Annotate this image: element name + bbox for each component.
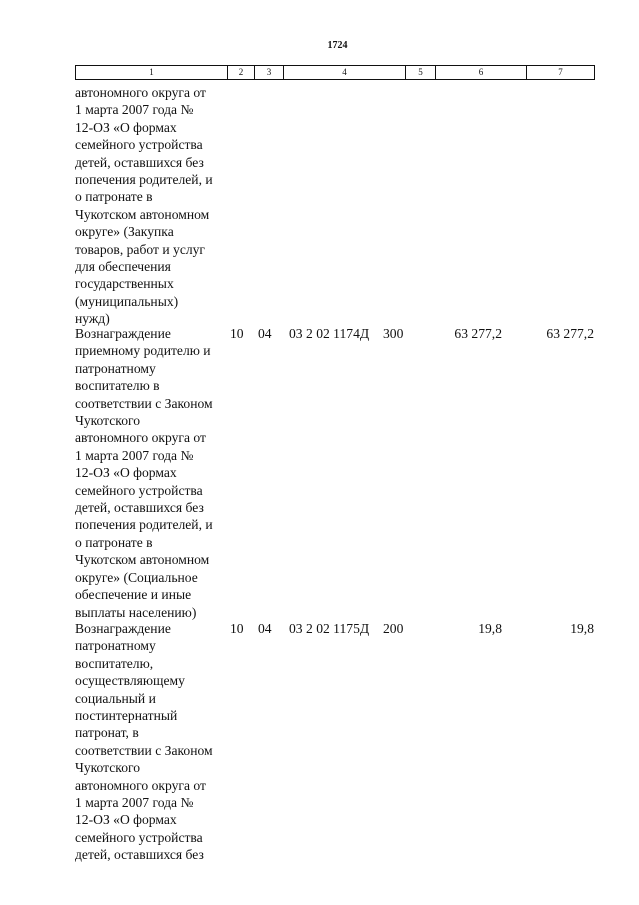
row-1-amount-1: 63 277,2 <box>454 326 502 341</box>
description-line: детей, оставшихся без <box>75 154 204 170</box>
description-line: Вознаграждение <box>75 326 171 341</box>
row-1-target-code: 03 2 02 1174Д <box>289 326 370 341</box>
description-line: 12-ОЗ «О формах <box>75 119 177 135</box>
description-line: семейного устройства <box>75 829 203 845</box>
page-number: 1724 <box>327 40 348 51</box>
description-line: Чукотском автономном <box>75 552 210 568</box>
description-line: 1 марта 2007 года № <box>75 102 194 118</box>
description-line: (муниципальных) <box>75 293 179 309</box>
description-line: округе» (Закупка <box>75 224 174 240</box>
description-line: автономного округа от <box>75 85 206 100</box>
column-header-6: 6 <box>436 66 527 80</box>
description-line: воспитателю, <box>75 655 154 671</box>
row-1-section: 10 <box>230 326 244 341</box>
description-line: 1 марта 2007 года № <box>75 447 194 463</box>
description-line: Чукотского <box>75 760 141 776</box>
description-line: соответствии с Законом <box>75 395 213 411</box>
column-header-4: 4 <box>284 66 406 80</box>
description-line: о патронате в <box>75 534 153 550</box>
description-line: патронат, в <box>75 725 139 741</box>
column-header-5: 5 <box>406 66 436 80</box>
description-line: приемному родителю и <box>75 343 211 359</box>
column-header-row <box>75 65 595 80</box>
row-1-subsection: 04 <box>258 326 272 341</box>
description-line: попечения родителей, и <box>75 517 213 533</box>
description-line: осуществляющему <box>75 673 185 689</box>
description-line: воспитателю в <box>75 378 160 394</box>
row-2-subsection: 04 <box>258 621 272 636</box>
row-2-type-code: 200 <box>383 621 404 636</box>
row-1-amount-2: 63 277,2 <box>546 326 594 341</box>
description-line: для обеспечения <box>75 259 171 275</box>
description-line: округе» (Социальное <box>75 569 198 585</box>
continuation-description <box>75 84 235 328</box>
description-line: 1 марта 2007 года № <box>75 795 194 811</box>
description-line: нужд) <box>75 311 110 327</box>
description-line: детей, оставшихся без <box>75 500 204 516</box>
description-line: социальный и <box>75 690 156 706</box>
description-line: семейного устройства <box>75 137 203 153</box>
description-line: выплаты населению) <box>75 604 197 620</box>
description-line: Чукотском автономном <box>75 206 210 222</box>
column-header-1: 1 <box>76 66 228 80</box>
description-line: патронатному <box>75 360 156 376</box>
row-2-amount-2: 19,8 <box>570 621 594 636</box>
description-line: соответствии с Законом <box>75 742 213 758</box>
description-line: семейного устройства <box>75 482 203 498</box>
description-line: автономного округа от <box>75 430 206 446</box>
column-header-3: 3 <box>255 66 284 80</box>
description-line: Вознаграждение <box>75 621 171 636</box>
column-header-7: 7 <box>527 66 595 80</box>
description-line: детей, оставшихся без <box>75 847 204 863</box>
description-line: товаров, работ и услуг <box>75 241 206 257</box>
description-line: обеспечение и иные <box>75 587 192 603</box>
description-line: автономного округа от <box>75 777 206 793</box>
description-line: Чукотского <box>75 413 141 429</box>
description-line: патронатному <box>75 638 156 654</box>
row-2-amount-1: 19,8 <box>478 621 502 636</box>
description-line: 12-ОЗ «О формах <box>75 812 177 828</box>
row-2-section: 10 <box>230 621 244 636</box>
description-line: о патронате в <box>75 189 153 205</box>
row-1-description <box>75 325 235 621</box>
column-header-2: 2 <box>228 66 255 80</box>
row-1-type-code: 300 <box>383 326 404 341</box>
row-2-description <box>75 620 235 864</box>
description-line: 12-ОЗ «О формах <box>75 465 177 481</box>
description-line: государственных <box>75 276 174 292</box>
row-2-target-code: 03 2 02 1175Д <box>289 621 370 636</box>
description-line: постинтернатный <box>75 708 178 724</box>
description-line: попечения родителей, и <box>75 172 213 188</box>
